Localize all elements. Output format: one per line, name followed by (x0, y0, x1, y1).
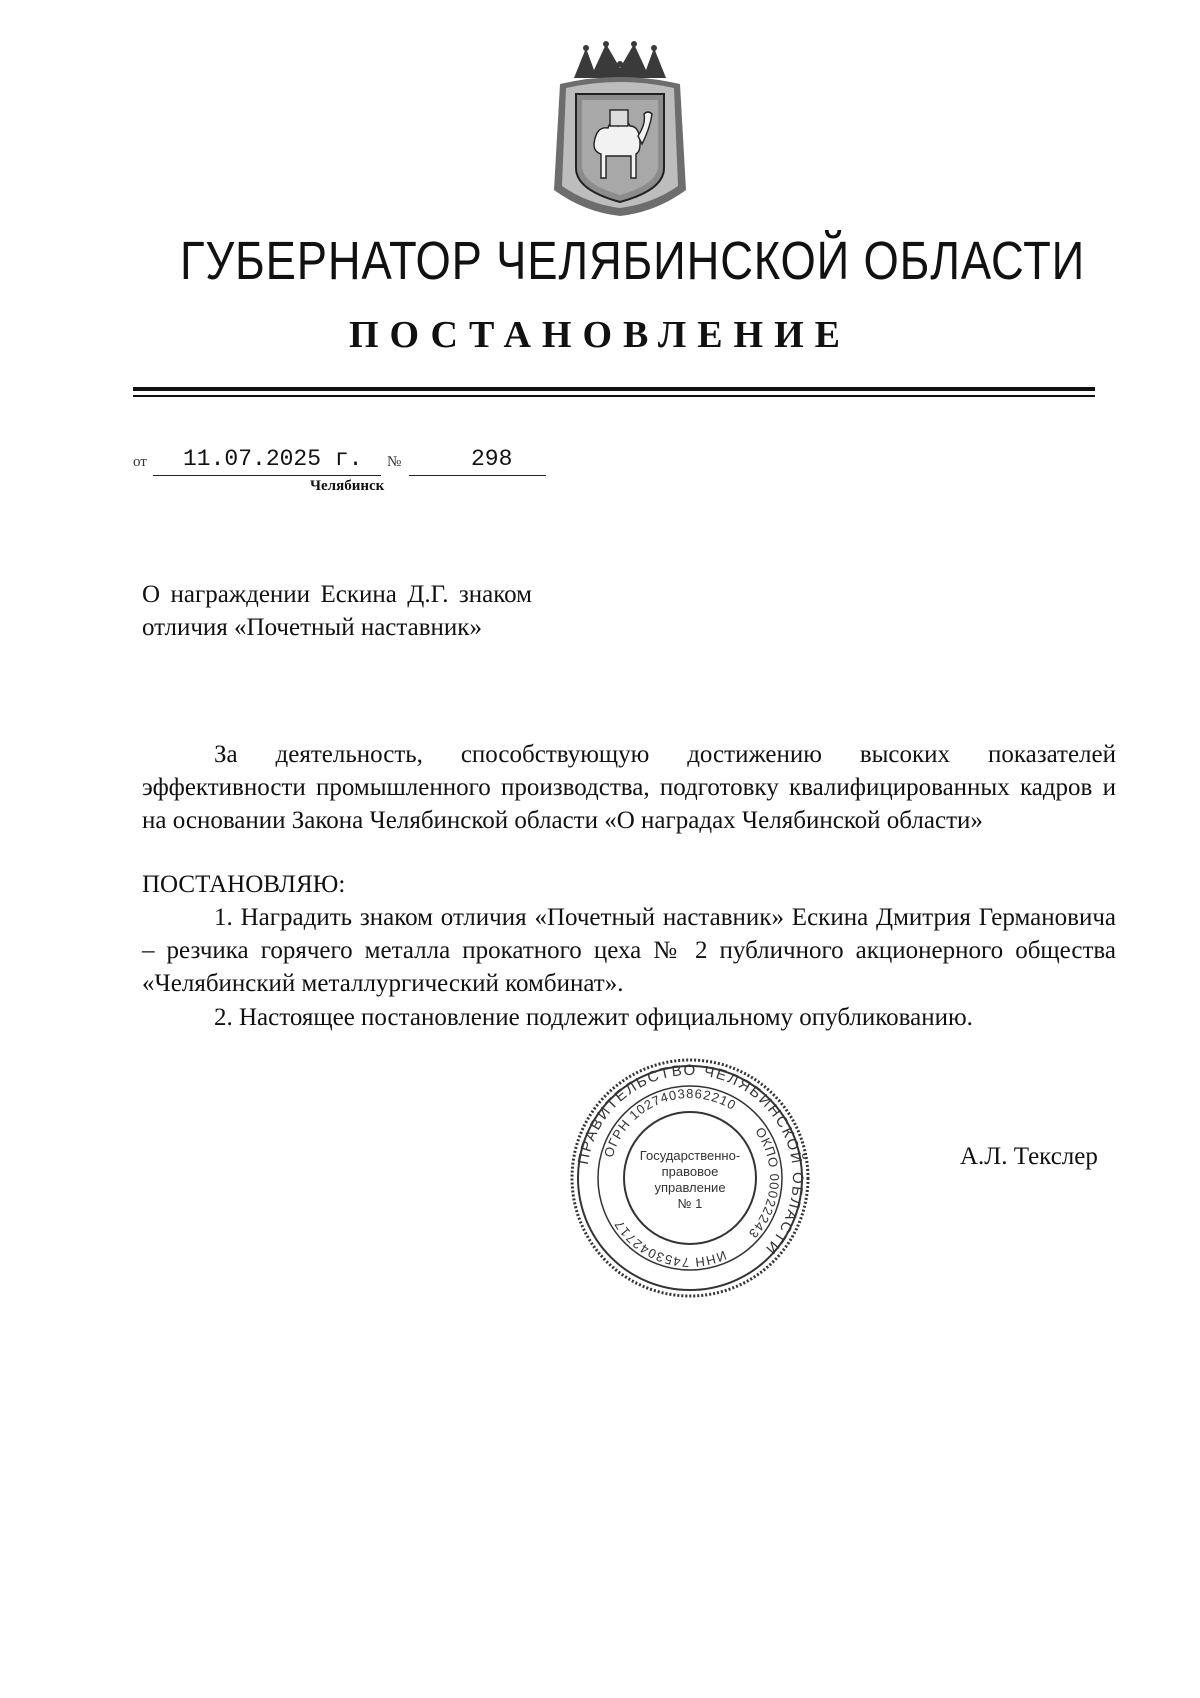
seal-outer-text: ПРАВИТЕЛЬСТВО ЧЕЛЯБИНСКОЙ ОБЛАСТИ (574, 1061, 807, 1259)
seal-center-line-2: правовое (661, 1164, 719, 1179)
header-rule-thick (133, 387, 1095, 391)
signatory-name: А.Л. Текслер (960, 1143, 1098, 1170)
svg-text:ОКПО 00022243 (745, 1125, 782, 1242)
decree-item-2: 2. Настоящее постановление подлежит официальному опубликованию. (214, 1004, 973, 1031)
issuing-authority-title: ГУБЕРНАТОР ЧЕЛЯБИНСКОЙ ОБЛАСТИ (180, 231, 1086, 291)
official-seal-stamp (570, 1058, 810, 1298)
seal-okpo: ОКПО 00022243 (745, 1124, 783, 1242)
date-underline (153, 475, 381, 476)
decree-item-1: 1. Наградить знаком отличия «Почетный наставник» Ескина Дмитрия Германовича – резчика горячего металла прокатного цеха № 2 публичного акционерного общества «Челябинский металлургический комбинат». (142, 904, 1116, 997)
issue-city: Челябинск (310, 478, 385, 494)
seal-inn: ИНН 7453042717 (610, 1216, 729, 1271)
document-type-heading: ПОСТАНОВЛЕНИЕ (348, 314, 852, 356)
header-rule-thin (133, 395, 1095, 397)
decree-word: ПОСТАНОВЛЯЮ: (142, 871, 346, 898)
seal-ogrn: ОГРН 1027403862210 (600, 1085, 740, 1160)
document-date: 11.07.2025 г. (183, 446, 363, 472)
number-underline (409, 475, 546, 476)
document-subject: О награждении Ескина Д.Г. знаком отличия «Почетный наставник» (142, 581, 532, 641)
coat-of-arms-emblem (546, 40, 694, 218)
date-prefix: от (133, 454, 147, 470)
seal-center-line-4: № 1 (677, 1196, 703, 1211)
date-number-row (133, 446, 613, 476)
number-prefix: № (387, 454, 402, 470)
preamble-paragraph: За деятельность, способствующую достижению высоких показателей эффективности промышленного производства, подготовку квалифицированных кадров и на основании Закона Челябинской области «О наградах Челябинской области» (142, 741, 1116, 834)
seal-center-line-1: Государственно- (639, 1148, 741, 1163)
svg-text:ИНН 7453042717 (611, 1217, 729, 1270)
document-number: 298 (471, 446, 513, 472)
seal-center-line-3: управление (654, 1180, 726, 1195)
